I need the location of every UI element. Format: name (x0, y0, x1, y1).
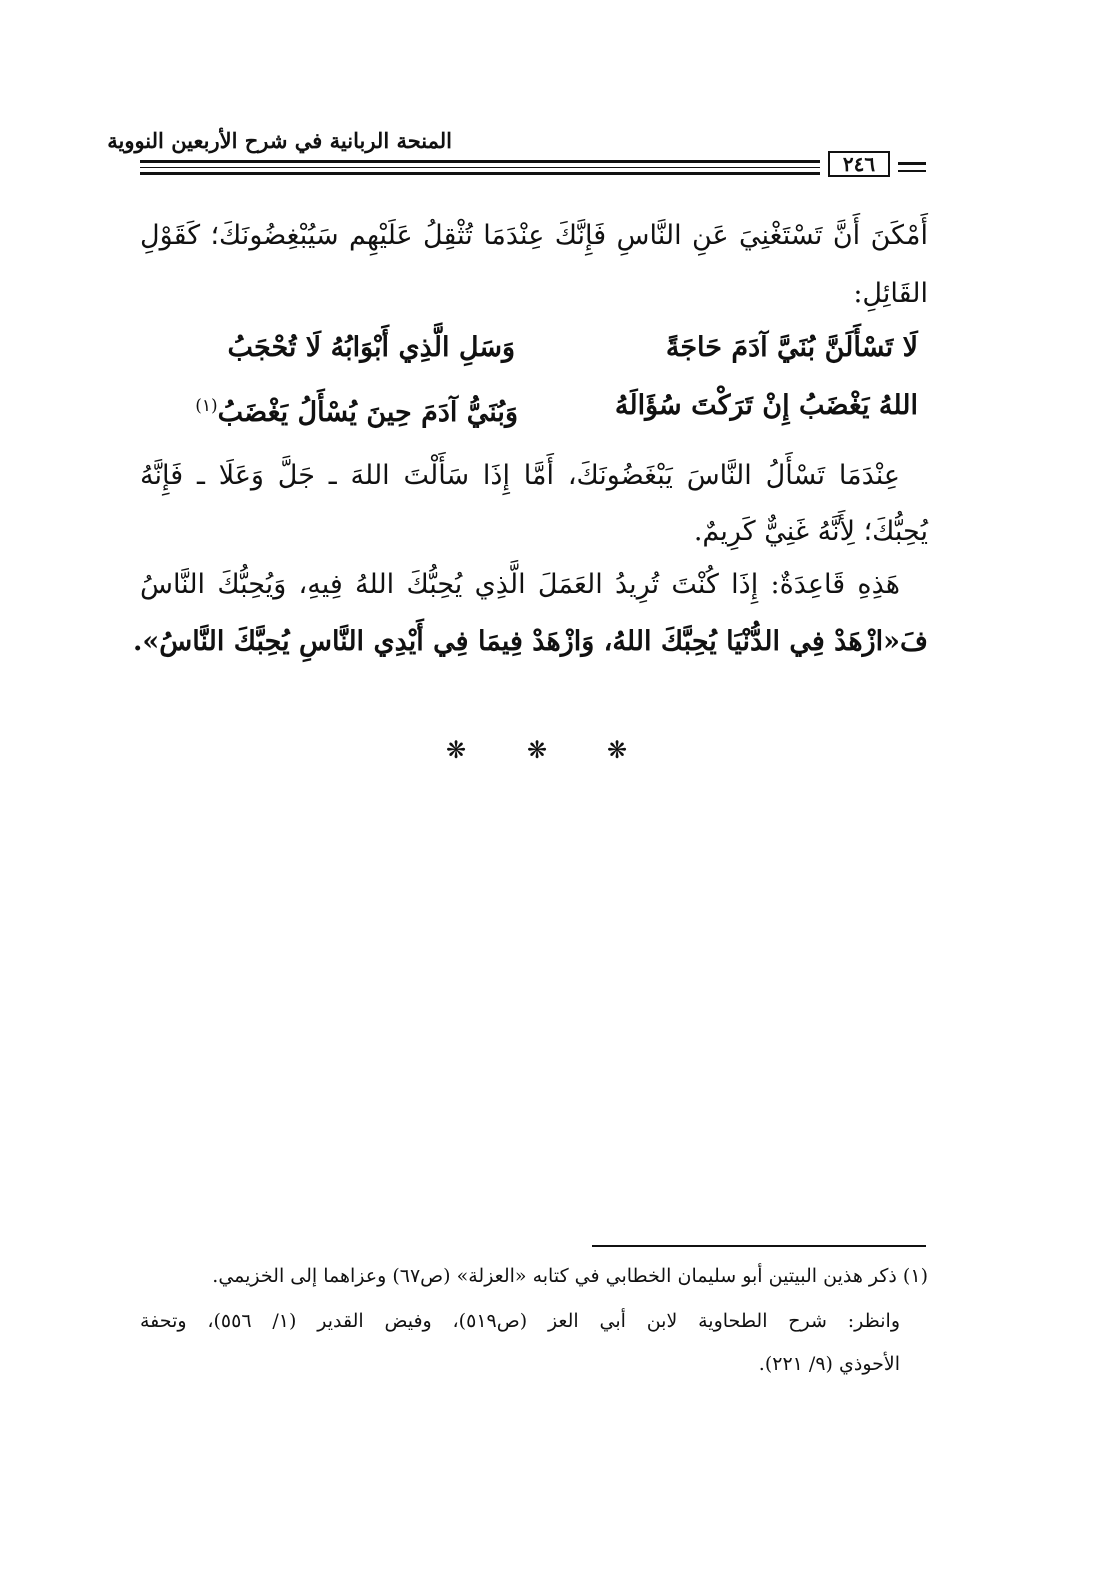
body-line-3: عِنْدَمَا تَسْأَلُ النَّاسَ يَبْغَضُونَكَ، أَمَّا إِذَا سَأَلْتَ اللهَ ـ جَلَّ وَعَلَا ـ فَإِنَّهُ (140, 460, 900, 491)
running-header-title: المنحة الربانية في شرح الأربعين النووية (107, 128, 452, 153)
footnote-rule (592, 1245, 926, 1247)
body-line-6: فَ«ازْهَدْ فِي الدُّنْيَا يُحِبَّكَ اللهُ، وَازْهَدْ فِيمَا فِي أَيْدِي النَّاسِ يُحِبَّكَ النَّاسُ». (133, 626, 928, 657)
separator-star: ❋ (607, 736, 628, 764)
page-number-rule-bottom (898, 170, 926, 172)
verse-1-left-hemistich: وَسَلِ الَّذِي أَبْوَابُهُ لَا تُحْجَبُ (227, 332, 515, 363)
verse-1-right-hemistich: لَا تَسْأَلَنَّ بُنَيَّ آدَمَ حَاجَةً (665, 332, 918, 363)
body-line-1: أَمْكَنَ أَنَّ تَسْتَغْنِيَ عَنِ النَّاسِ فَإِنَّكَ عِنْدَمَا تُثْقِلُ عَلَيْهِم سَيُبْغِضُونَكَ؛ كَقَوْلِ (140, 220, 928, 251)
footnote-reference: (١) (195, 396, 218, 416)
body-line-5: هَذِهِ قَاعِدَةٌ: إِذَا كُنْتَ تُرِيدُ العَمَلَ الَّذِي يُحِبُّكَ اللهُ فِيهِ، وَيُحِبُّكَ النَّاسُ (140, 569, 900, 600)
footnote-line-2: وانظر: شرح الطحاوية لابن أبي العز (ص٥١٩)، وفيض القدير (١/ ٥٥٦)، وتحفة (140, 1310, 900, 1332)
header-rule-bottom (140, 172, 820, 175)
footnote-line-1: (١) ذكر هذين البيتين أبو سليمان الخطابي في كتابه «العزلة» (ص٦٧) وعزاهما إلى الخزيمي. (212, 1265, 928, 1287)
verse-2-right-hemistich (150, 388, 518, 431)
page-number-rule-top (898, 162, 926, 165)
page-number: ٢٤٦ (828, 151, 890, 177)
header-rule-middle (140, 167, 820, 168)
footnote-line-3: الأحوذي (٩/ ٢٢١). (758, 1353, 900, 1375)
body-line-2: القَائِلِ: (853, 278, 928, 309)
separator-star: ❋ (446, 736, 467, 764)
header-rule-top (140, 160, 820, 163)
body-line-4: يُحِبُّكَ؛ لِأَنَّهُ غَنِيٌّ كَرِيمٌ. (693, 516, 928, 547)
verse-2-left-hemistich: اللهُ يَغْضَبُ إِنْ تَرَكْتَ سُؤَالَهُ (614, 390, 918, 421)
verse-2-right-text: وَبُنَيُّ آدَمَ حِينَ يُسْأَلُ يَغْضَبُ (217, 397, 518, 428)
separator-star: ❋ (527, 736, 548, 764)
